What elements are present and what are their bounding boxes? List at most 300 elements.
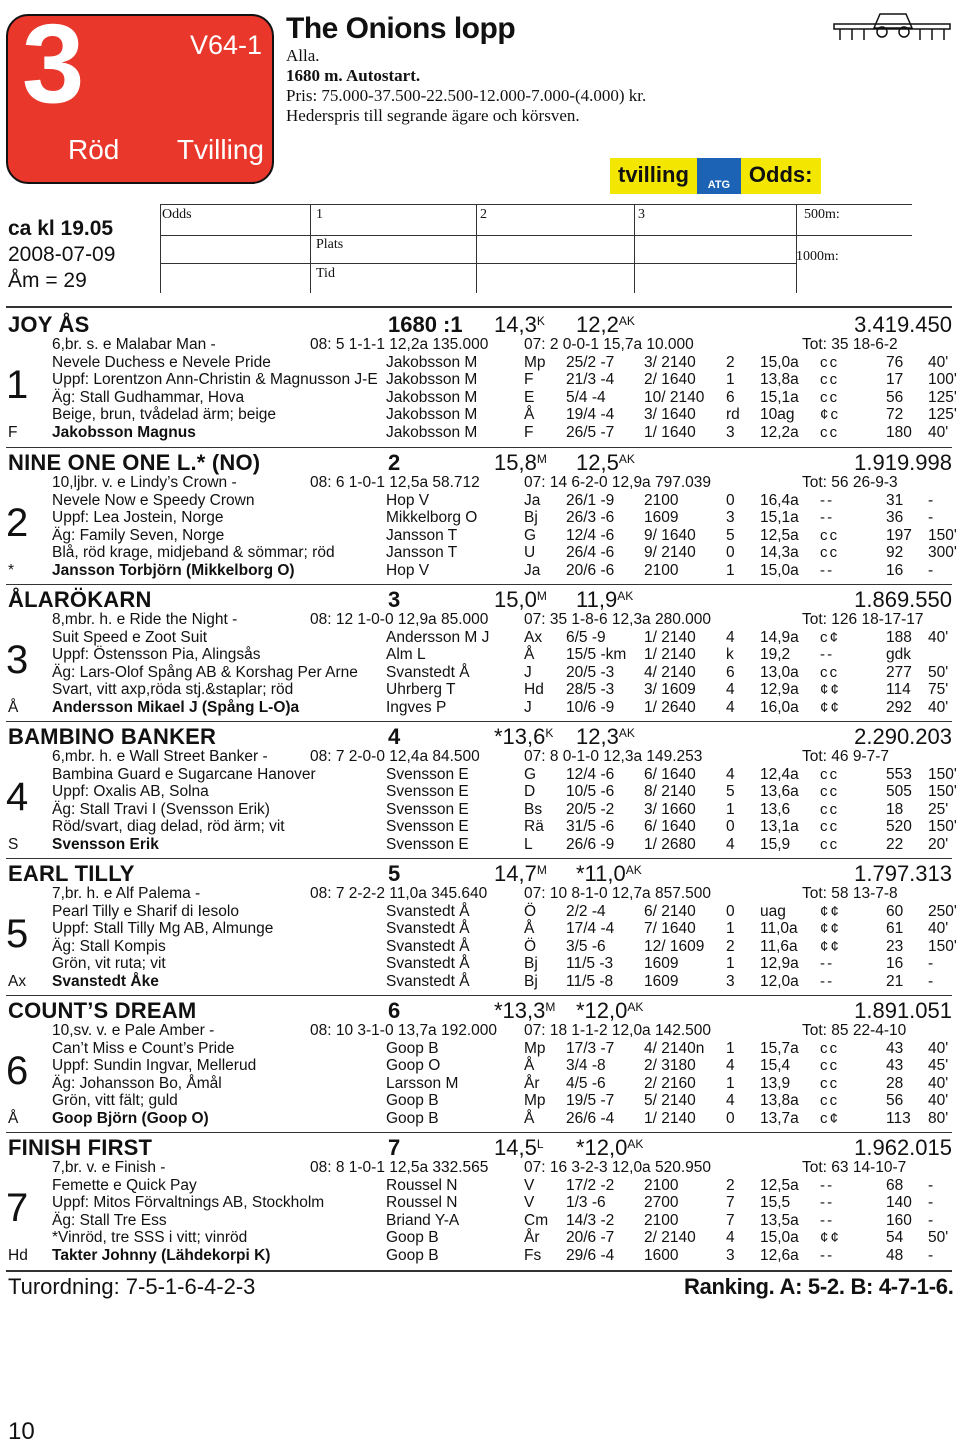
atg-logo-icon: ATG [697,158,741,194]
start-result-cell: 40' [928,699,949,716]
start-result-cell: G [524,526,537,544]
start-result-cell: Svanstedt Å [386,937,470,955]
horse-detail-line: Suit Speed e Zoot Suit [52,628,208,646]
game-type: Tvilling [176,134,264,165]
start-result-cell: 19/5 -7 [566,1092,615,1110]
start-result-cell: Goop B [386,1229,439,1247]
start-result-cell: Jakobsson M [386,406,478,424]
record-type: AK [618,314,635,328]
start-result-cell: 17/3 -7 [566,1039,615,1057]
start-result-cell: 12/4 -6 [566,765,615,783]
start-result-cell: c c [820,1074,837,1092]
record-autostart [576,587,633,613]
start-result-cell: 520 [886,818,912,836]
record-value: *12,0 [576,998,628,1023]
start-result-cell: Goop B [386,1092,439,1110]
horse-detail-line: Jakobsson Magnus [52,424,196,441]
start-result-cell: - [928,1211,934,1229]
start-result-cell: 3/ 2140 [644,353,696,371]
start-result-cell: - [928,509,934,527]
odds-label: Odds: [741,158,821,194]
start-result-cell: 40' [928,1039,949,1057]
start-result-cell: Jakobsson M [386,371,478,389]
post-letter: S [8,836,19,853]
start-result-cell: c c [820,765,837,783]
start-result-cell: 20' [928,836,949,853]
start-result-cell: 12,4a [760,765,799,783]
earnings: 2.290.203 [854,724,952,749]
record-type: L [536,1137,544,1151]
start-result-cell: J [524,699,532,716]
horse-number: 6 [6,1049,29,1094]
start-result-cell: Goop B [386,1110,439,1127]
total-stats: Tot: 63 14-10-7 [802,1159,907,1176]
start-result-cell: 15,1a [760,509,799,527]
start-result-cell: 0 [726,902,735,920]
start-result-cell: Bj [524,973,538,990]
year-2007-stats: 07: 10 8-1-0 12,7a 857.500 [524,885,712,902]
start-result-cell: 13,5a [760,1211,799,1229]
start-result-cell: c c [820,353,837,371]
start-result-cell: - - [820,1211,832,1229]
horse-detail-line: Svensson Erik [52,836,159,853]
horse-divider [6,1132,952,1133]
record-value: 15,8 [494,450,537,475]
total-stats: Tot: 126 18-17-17 [802,611,924,628]
start-result-cell: 16,4a [760,491,799,509]
start-result-cell: 40' [928,1074,949,1092]
start-result-cell: c c [820,663,837,681]
start-result-cell: 1609 [644,955,679,973]
start-result-cell: 2100 [644,491,679,509]
record [494,998,555,1024]
start-result-cell: 43 [886,1039,904,1057]
start-result-cell: 150' [928,526,957,544]
start-result-cell: 553 [886,765,912,783]
start-result-cell: 3/ 1640 [644,406,696,424]
horse-detail-line: Uppf: Sundin Ingvar, Mellerud [52,1057,257,1075]
start-position: 1680 :1 [388,312,463,337]
post-letter: * [8,562,15,579]
start-result-cell: 100' [928,371,957,389]
start-result-cell: Goop O [386,1057,441,1075]
start-result-cell: 9/ 1640 [644,526,696,544]
earnings: 1.919.998 [854,450,952,475]
record-autostart [576,861,642,887]
record-autostart [576,312,635,338]
start-result-cell: c c [820,424,837,441]
start-result-cell: 3/ 1660 [644,800,696,818]
start-result-cell: 3/5 -6 [566,937,606,955]
horse-detail-line: Nevele Duchess e Nevele Pride [52,353,271,371]
start-result-cell: 12,2a [760,424,799,441]
start-result-cell: 14,3a [760,544,799,562]
start-result-cell: ¢ c [820,406,838,424]
start-result-cell: 13,8a [760,371,799,389]
start-result-cell: 180 [886,424,912,441]
start-result-cell: Roussel N [386,1176,458,1194]
year-2008-stats: 08: 5 1-1-1 12,2a 135.000 [310,336,489,353]
start-result-cell: 4 [726,699,735,716]
start-result-cell: 4 [726,681,735,699]
start-result-cell: 1/ 2140 [644,628,696,646]
start-result-cell: 76 [886,353,904,371]
start-result-cell: 56 [886,1092,904,1110]
start-result-cell: Andersson M J [386,628,490,646]
start-result-cell: 505 [886,783,912,801]
start-result-cell: Ja [524,562,541,579]
start-result-cell: 26/1 -9 [566,491,615,509]
start-order: Turordning: 7-5-1-6-4-2-3 [8,1274,256,1299]
start-result-cell: c c [820,783,837,801]
start-result-cell: 15,4 [760,1057,791,1075]
start-result-cell: 17 [886,371,904,389]
record-type: M [536,863,547,877]
race-color: Röd [68,134,120,165]
start-result-cell: - [928,562,934,579]
start-result-cell: 15,0a [760,1229,799,1247]
start-result-cell: D [524,783,536,801]
start-result-cell: - - [820,509,832,527]
start-result-cell: 56 [886,388,904,406]
start-result-cell: F [524,371,534,389]
total-stats: Tot: 56 26-9-3 [802,474,898,491]
start-result-cell: k [726,646,734,664]
start-result-cell: Bj [524,509,538,527]
start-result-cell: 5/ 2140 [644,1092,696,1110]
start-result-cell: 15,0a [760,562,799,579]
record-value: *13,6 [494,724,546,749]
horse-detail-line: Andersson Mikael J (Spång L-O)a [52,699,300,716]
start-result-cell: 4 [726,836,735,853]
post-letter: Å [8,1110,19,1127]
race-info-line: 1680 m. Autostart. [286,66,421,85]
race-time-block [8,216,115,294]
start-result-cell: 23 [886,937,904,955]
start-result-cell: 150' [928,818,957,836]
start-result-cell: Jakobsson M [386,388,478,406]
m1000-label: 1000m: [796,249,839,264]
start-result-cell: 250' [928,902,957,920]
start-time: ca kl 19.05 [8,217,114,240]
start-result-cell: 8/ 2140 [644,783,696,801]
start-result-cell: 1/ 2640 [644,699,696,716]
start-result-cell: 26/6 -9 [566,836,615,853]
horse-number: 4 [6,775,29,820]
start-result-cell: 45' [928,1057,949,1075]
start-result-cell: 114 [886,681,911,699]
horse-detail-line: Uppf: Oxalis AB, Solna [52,783,209,801]
horse-name: ÅLARÖKARN [8,587,152,612]
record-value: *12,0 [576,1135,628,1160]
start-result-cell: 28 [886,1074,904,1092]
start-result-cell: Å [524,406,535,424]
start-result-cell: c ¢ [820,628,838,646]
start-result-cell: 12,9a [760,681,799,699]
race-title: The Onions lopp [286,12,516,45]
start-result-cell: 40' [928,628,949,646]
start-result-cell: Mp [524,353,546,371]
place-3-label: 3 [638,207,645,222]
year-2008-stats: 08: 12 1-0-0 12,9a 85.000 [310,611,489,628]
horse-detail-line: Uppf: Mitos Förvaltnings AB, Stockholm [52,1194,325,1212]
start-result-cell: 26/3 -6 [566,509,615,527]
start-result-cell: Cm [524,1211,549,1229]
record-value: 15,0 [494,587,537,612]
start-result-cell: 113 [886,1110,911,1127]
start-result-cell: 13,0a [760,663,799,681]
start-result-cell: 15,0a [760,353,799,371]
start-result-cell: - - [820,973,832,990]
m500-label: 500m: [804,207,840,222]
start-result-cell: 7 [726,1211,735,1229]
start-result-cell: Ax [524,628,543,646]
start-result-cell: 1/ 2140 [644,1110,696,1127]
start-result-cell: 2100 [644,1211,679,1229]
horse-divider [6,995,952,996]
start-result-cell: - - [820,1194,832,1212]
start-result-cell: 4/5 -6 [566,1074,606,1092]
start-result-cell: 11/5 -8 [566,973,614,990]
start-result-cell: ¢ ¢ [820,920,838,938]
start-result-cell: Briand Y-A [386,1211,460,1229]
start-result-cell: Goop B [386,1247,439,1264]
start-result-cell: 16 [886,955,904,973]
horse-name: EARL TILLY [8,861,135,886]
horse-name: FINISH FIRST [8,1135,153,1160]
start-result-cell: 36 [886,509,904,527]
start-result-cell: 15,7a [760,1039,799,1057]
start-result-cell: 29/6 -4 [566,1247,615,1264]
start-result-cell: - [928,491,934,509]
start-result-cell: 14/3 -2 [566,1211,615,1229]
horse-divider [6,858,952,859]
start-result-cell: Uhrberg T [386,681,456,699]
start-result-cell: - - [820,955,832,973]
record-autostart [576,724,635,750]
start-result-cell: Mp [524,1039,546,1057]
start-position: 7 [388,1135,401,1160]
tid-label: Tid [316,266,335,281]
start-result-cell: Ö [524,902,537,920]
start-result-cell: 5 [726,526,735,544]
start-result-cell: 1 [726,800,735,818]
start-result-cell: G [524,765,537,783]
start-result-cell: 15,9 [760,836,791,853]
race-info-line: Pris: 75.000-37.500-22.500-12.000-7.000-(4.000) kr. [286,86,647,105]
start-result-cell: 12/ 1609 [644,937,705,955]
record-type: AK [618,452,635,466]
odds-grid [160,204,912,293]
start-result-cell: ¢ ¢ [820,699,838,716]
start-result-cell: ¢ ¢ [820,902,838,920]
start-result-cell: 15,5 [760,1194,791,1212]
horse-detail-line: Grön, vitt fält; guld [52,1092,178,1110]
start-result-cell: ¢ ¢ [820,937,838,955]
record-type: AK [627,1137,644,1151]
start-result-cell: 10ag [760,406,795,424]
race-info [286,46,646,126]
record-value: 12,3 [576,724,619,749]
post-letter: F [8,424,18,441]
year-2007-stats: 07: 16 3-2-3 12,0a 520.950 [524,1159,712,1176]
horse-info: 8,mbr. h. e Ride the Night - [52,611,238,628]
horse-detail-line: Äg: Stall Gudhammar, Hova [52,388,245,406]
start-result-cell: 26/5 -7 [566,424,615,441]
start-result-cell: 0 [726,491,735,509]
start-result-cell: 20/5 -3 [566,663,615,681]
start-result-cell: 13,6 [760,800,791,818]
total-stats: Tot: 85 22-4-10 [802,1022,907,1039]
start-result-cell: rd [726,406,740,424]
record [494,312,545,338]
start-result-cell: Svensson E [386,800,469,818]
year-2007-stats: 07: 18 1-1-2 12,0a 142.500 [524,1022,712,1039]
earnings: 1.797.313 [854,861,952,886]
start-result-cell: 1 [726,1074,735,1092]
plats-label: Plats [316,237,344,252]
horse-detail-line: Äg: Lars-Olof Spång AB & Korshag Per Arne [52,663,358,681]
start-result-cell: 21 [886,973,904,990]
start-result-cell: Å [524,1110,535,1127]
start-result-cell: Svanstedt Å [386,663,470,681]
record [494,724,553,750]
start-result-cell: År [524,1074,540,1092]
start-result-cell: ¢ ¢ [820,1229,838,1247]
start-result-cell: 125' [928,388,957,406]
start-result-cell: 40' [928,353,949,371]
start-result-cell: - - [820,646,832,664]
start-result-cell: 18 [886,800,904,818]
horse-name: JOY ÅS [8,312,90,337]
year-2007-stats: 07: 35 1-8-6 12,3a 280.000 [524,611,712,628]
horse-info: 6,br. s. e Malabar Man - [52,336,216,353]
record-type: K [545,726,554,740]
start-result-cell: 11,0a [760,920,798,938]
odds-col-label: Odds [162,207,192,222]
horse-detail-line: Bambina Guard e Sugarcane Hanover [52,765,316,783]
start-result-cell: Svensson E [386,765,469,783]
start-result-cell: 7/ 1640 [644,920,696,938]
start-result-cell: 3 [726,509,735,527]
start-result-cell: 13,6a [760,783,799,801]
start-result-cell: Svanstedt Å [386,973,470,990]
start-result-cell: 6/ 1640 [644,818,696,836]
horse-detail-line: Äg: Johansson Bo, Åmål [52,1074,222,1092]
record-value: *13,3 [494,998,546,1023]
start-result-cell: Svanstedt Å [386,920,470,938]
start-result-cell: 80' [928,1110,949,1127]
start-result-cell: 2/ 1640 [644,371,696,389]
race-badge [6,14,274,184]
start-result-cell: 20/5 -2 [566,800,615,818]
start-result-cell: 3 [726,973,735,990]
start-result-cell: 2/ 2140 [644,1229,696,1247]
horse-detail-line: Uppf: Lea Jostein, Norge [52,509,224,527]
start-result-cell: U [524,544,536,562]
start-result-cell: 40' [928,1092,949,1110]
start-result-cell: 292 [886,699,912,716]
start-result-cell: 15/5 -km [566,646,627,664]
record [494,1135,544,1161]
record-autostart [576,998,643,1024]
record-value: 14,5 [494,1135,537,1160]
year-2008-stats: 08: 7 2-2-2 11,0a 345.640 [310,885,488,902]
horse-divider [6,721,952,722]
start-result-cell: 300' [928,544,957,562]
start-result-cell: Mikkelborg O [386,509,478,527]
start-result-cell: 3/4 -8 [566,1057,606,1075]
start-result-cell: 2 [726,353,735,371]
start-result-cell: 22 [886,836,904,853]
start-result-cell: - - [820,1247,832,1264]
start-result-cell: 9/ 2140 [644,544,696,562]
horse-info: 10,ljbr. v. e Lindy’s Crown - [52,474,237,491]
start-result-cell: År [524,1229,540,1247]
odds-banner [610,158,821,194]
start-result-cell: Mp [524,1092,546,1110]
horse-name: COUNT’S DREAM [8,998,197,1023]
start-result-cell: 28/5 -3 [566,681,615,699]
post-letter: Ax [8,973,27,990]
start-result-cell: 197 [886,526,912,544]
record-value: 14,7 [494,861,537,886]
record-type: AK [627,1000,644,1014]
start-result-cell: - [928,1176,934,1194]
start-result-cell: 10/6 -9 [566,699,615,716]
start-position: 5 [388,861,401,886]
start-result-cell: 26/6 -4 [566,1110,615,1127]
start-result-cell: 5/4 -4 [566,388,606,406]
record-autostart [576,1135,643,1161]
start-result-cell: Jakobsson M [386,424,478,441]
start-result-cell: 31 [886,491,904,509]
earnings: 1.891.051 [854,998,952,1023]
start-result-cell: 11/5 -3 [566,955,614,973]
horse-detail-line: Beige, brun, tvådelad ärm; beige [52,406,277,424]
start-result-cell: c c [820,1039,837,1057]
start-result-cell: Jakobsson M [386,353,478,371]
horse-detail-line: Svart, vitt axp,röda stj.&staplar; röd [52,681,294,699]
start-result-cell: Svensson E [386,818,469,836]
horse-detail-line: Äg: Stall Travi I (Svensson Erik) [52,800,270,818]
ranking: Ranking. A: 5-2. B: 4-7-1-6. [684,1274,954,1299]
start-result-cell: 0 [726,818,735,836]
horse-detail-line: Äg: Stall Tre Ess [52,1211,167,1229]
start-result-cell: Larsson M [386,1074,459,1092]
start-result-cell: 13,8a [760,1092,799,1110]
start-result-cell: c c [820,1092,837,1110]
place-1-label: 1 [316,207,323,222]
start-result-cell: - [928,955,934,973]
year-2008-stats: 08: 6 1-0-1 12,5a 58.712 [310,474,480,491]
start-result-cell: Å [524,920,535,938]
record-value: 11,9 [576,587,618,612]
start-result-cell: 6/5 -9 [566,628,606,646]
start-result-cell: c c [820,1057,837,1075]
horse-info: 6,mbr. h. e Wall Street Banker - [52,748,268,765]
start-result-cell: c c [820,836,837,853]
start-result-cell: 20/6 -7 [566,1229,615,1247]
start-result-cell: 75' [928,681,949,699]
start-position: 6 [388,998,401,1023]
horse-detail-line: Uppf: Stall Tilly Mg AB, Almunge [52,920,274,938]
start-result-cell: 60 [886,902,904,920]
horse-name: NINE ONE ONE L.* (NO) [8,450,261,475]
start-result-cell: Rä [524,818,544,836]
start-result-cell: Å [524,646,535,664]
trotting-car-icon [832,6,952,42]
